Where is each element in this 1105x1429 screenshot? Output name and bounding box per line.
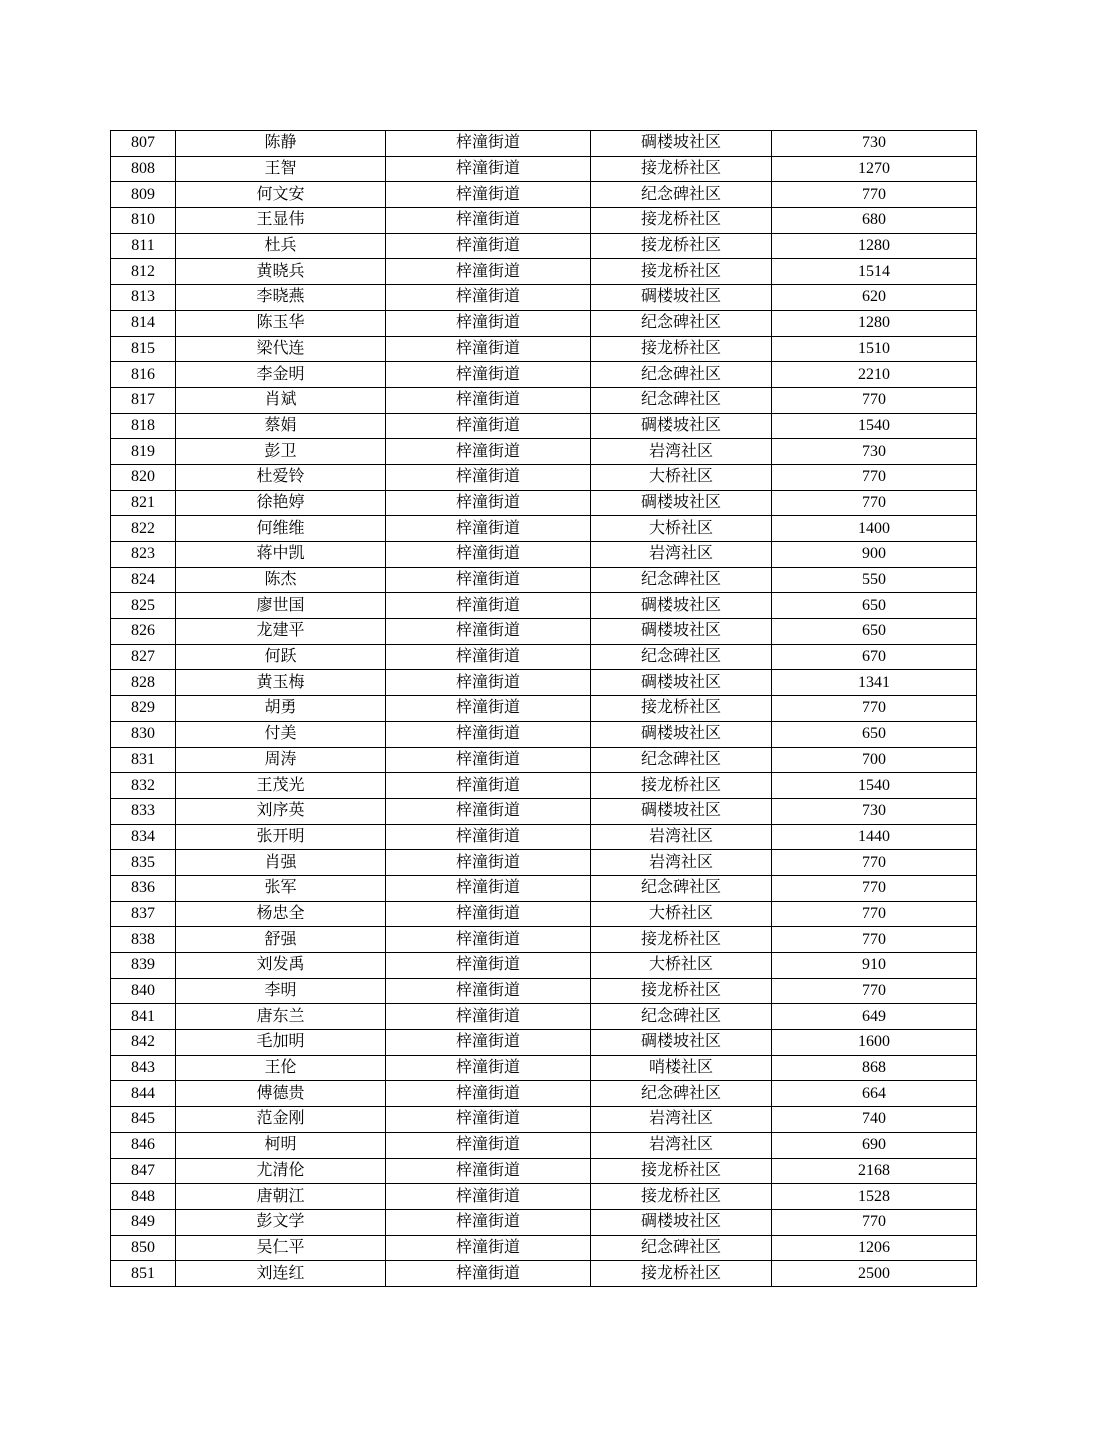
cell-street: 梓潼街道 [386, 1209, 591, 1235]
cell-street: 梓潼街道 [386, 721, 591, 747]
table-row [111, 285, 977, 311]
cell-id: 810 [111, 208, 176, 234]
cell-name: 黄玉梅 [176, 670, 386, 696]
cell-street: 梓潼街道 [386, 387, 591, 413]
table-row [111, 233, 977, 259]
cell-name: 李晓燕 [176, 285, 386, 311]
cell-community: 大桥社区 [591, 516, 772, 542]
cell-community: 接龙桥社区 [591, 259, 772, 285]
cell-community: 接龙桥社区 [591, 336, 772, 362]
cell-name: 廖世国 [176, 593, 386, 619]
cell-community: 纪念碑社区 [591, 875, 772, 901]
cell-name: 舒强 [176, 927, 386, 953]
cell-community: 岩湾社区 [591, 1132, 772, 1158]
cell-community: 碉楼坡社区 [591, 413, 772, 439]
cell-id: 839 [111, 953, 176, 979]
cell-community: 纪念碑社区 [591, 387, 772, 413]
cell-community: 碉楼坡社区 [591, 670, 772, 696]
cell-amount: 730 [772, 798, 977, 824]
cell-street: 梓潼街道 [386, 824, 591, 850]
cell-amount: 770 [772, 850, 977, 876]
table-row [111, 927, 977, 953]
table-row [111, 208, 977, 234]
cell-community: 纪念碑社区 [591, 182, 772, 208]
cell-community: 纪念碑社区 [591, 644, 772, 670]
cell-id: 819 [111, 439, 176, 465]
cell-community: 碉楼坡社区 [591, 1209, 772, 1235]
cell-community: 碉楼坡社区 [591, 1030, 772, 1056]
table-row [111, 156, 977, 182]
cell-id: 833 [111, 798, 176, 824]
cell-id: 822 [111, 516, 176, 542]
cell-id: 841 [111, 1004, 176, 1030]
cell-street: 梓潼街道 [386, 285, 591, 311]
cell-community: 碉楼坡社区 [591, 131, 772, 157]
cell-community: 接龙桥社区 [591, 696, 772, 722]
cell-id: 820 [111, 464, 176, 490]
table-row [111, 696, 977, 722]
cell-community: 碉楼坡社区 [591, 490, 772, 516]
cell-name: 王茂光 [176, 773, 386, 799]
cell-amount: 1280 [772, 233, 977, 259]
cell-name: 何文安 [176, 182, 386, 208]
cell-id: 842 [111, 1030, 176, 1056]
cell-amount: 770 [772, 464, 977, 490]
cell-amount: 770 [772, 490, 977, 516]
cell-id: 825 [111, 593, 176, 619]
cell-community: 接龙桥社区 [591, 156, 772, 182]
cell-community: 纪念碑社区 [591, 567, 772, 593]
cell-id: 836 [111, 875, 176, 901]
cell-name: 王显伟 [176, 208, 386, 234]
cell-street: 梓潼街道 [386, 490, 591, 516]
cell-street: 梓潼街道 [386, 978, 591, 1004]
cell-amount: 649 [772, 1004, 977, 1030]
cell-street: 梓潼街道 [386, 593, 591, 619]
cell-amount: 770 [772, 875, 977, 901]
cell-community: 纪念碑社区 [591, 747, 772, 773]
cell-community: 纪念碑社区 [591, 310, 772, 336]
cell-id: 849 [111, 1209, 176, 1235]
cell-amount: 1280 [772, 310, 977, 336]
cell-amount: 650 [772, 593, 977, 619]
cell-name: 李明 [176, 978, 386, 1004]
cell-amount: 1270 [772, 156, 977, 182]
cell-street: 梓潼街道 [386, 953, 591, 979]
table-row [111, 413, 977, 439]
cell-street: 梓潼街道 [386, 747, 591, 773]
cell-street: 梓潼街道 [386, 259, 591, 285]
table-row [111, 336, 977, 362]
cell-community: 大桥社区 [591, 953, 772, 979]
cell-street: 梓潼街道 [386, 619, 591, 645]
cell-street: 梓潼街道 [386, 413, 591, 439]
cell-community: 接龙桥社区 [591, 978, 772, 1004]
table-row [111, 824, 977, 850]
cell-community: 接龙桥社区 [591, 208, 772, 234]
cell-street: 梓潼街道 [386, 542, 591, 568]
cell-amount: 770 [772, 927, 977, 953]
cell-id: 848 [111, 1184, 176, 1210]
cell-amount: 1510 [772, 336, 977, 362]
cell-name: 陈静 [176, 131, 386, 157]
table-row [111, 516, 977, 542]
cell-id: 832 [111, 773, 176, 799]
cell-name: 陈杰 [176, 567, 386, 593]
cell-street: 梓潼街道 [386, 156, 591, 182]
table-body [111, 131, 977, 1287]
cell-id: 809 [111, 182, 176, 208]
cell-name: 刘连红 [176, 1261, 386, 1287]
cell-amount: 910 [772, 953, 977, 979]
cell-id: 826 [111, 619, 176, 645]
cell-id: 845 [111, 1107, 176, 1133]
table-row [111, 387, 977, 413]
cell-community: 纪念碑社区 [591, 1081, 772, 1107]
cell-name: 刘发禹 [176, 953, 386, 979]
cell-name: 王伦 [176, 1055, 386, 1081]
cell-name: 范金刚 [176, 1107, 386, 1133]
cell-id: 828 [111, 670, 176, 696]
table-row [111, 490, 977, 516]
cell-amount: 1400 [772, 516, 977, 542]
cell-street: 梓潼街道 [386, 182, 591, 208]
cell-street: 梓潼街道 [386, 670, 591, 696]
cell-id: 811 [111, 233, 176, 259]
cell-community: 岩湾社区 [591, 439, 772, 465]
table-row [111, 773, 977, 799]
cell-id: 818 [111, 413, 176, 439]
cell-street: 梓潼街道 [386, 696, 591, 722]
table-row [111, 1107, 977, 1133]
cell-amount: 770 [772, 901, 977, 927]
cell-name: 尤清伦 [176, 1158, 386, 1184]
table-row [111, 1209, 977, 1235]
cell-community: 岩湾社区 [591, 1107, 772, 1133]
table-row [111, 1261, 977, 1287]
cell-name: 蒋中凯 [176, 542, 386, 568]
cell-street: 梓潼街道 [386, 1055, 591, 1081]
cell-name: 李金明 [176, 362, 386, 388]
cell-name: 张军 [176, 875, 386, 901]
cell-id: 829 [111, 696, 176, 722]
cell-name: 胡勇 [176, 696, 386, 722]
cell-amount: 680 [772, 208, 977, 234]
cell-id: 815 [111, 336, 176, 362]
cell-id: 812 [111, 259, 176, 285]
table-row [111, 542, 977, 568]
cell-community: 接龙桥社区 [591, 927, 772, 953]
cell-community: 接龙桥社区 [591, 1158, 772, 1184]
cell-amount: 1540 [772, 773, 977, 799]
cell-id: 814 [111, 310, 176, 336]
cell-amount: 690 [772, 1132, 977, 1158]
cell-street: 梓潼街道 [386, 1261, 591, 1287]
cell-community: 大桥社区 [591, 901, 772, 927]
cell-community: 碉楼坡社区 [591, 721, 772, 747]
cell-amount: 1600 [772, 1030, 977, 1056]
cell-id: 851 [111, 1261, 176, 1287]
cell-community: 纪念碑社区 [591, 1235, 772, 1261]
table-row [111, 850, 977, 876]
cell-street: 梓潼街道 [386, 644, 591, 670]
cell-street: 梓潼街道 [386, 310, 591, 336]
table-row [111, 901, 977, 927]
cell-community: 岩湾社区 [591, 824, 772, 850]
cell-id: 817 [111, 387, 176, 413]
cell-id: 847 [111, 1158, 176, 1184]
cell-amount: 620 [772, 285, 977, 311]
cell-id: 823 [111, 542, 176, 568]
table-row [111, 670, 977, 696]
cell-street: 梓潼街道 [386, 850, 591, 876]
table-row [111, 131, 977, 157]
cell-street: 梓潼街道 [386, 439, 591, 465]
cell-community: 接龙桥社区 [591, 1261, 772, 1287]
cell-amount: 868 [772, 1055, 977, 1081]
cell-name: 傅德贵 [176, 1081, 386, 1107]
cell-amount: 740 [772, 1107, 977, 1133]
table-row [111, 1235, 977, 1261]
cell-name: 唐东兰 [176, 1004, 386, 1030]
cell-amount: 1528 [772, 1184, 977, 1210]
table-row [111, 875, 977, 901]
table-row [111, 978, 977, 1004]
cell-amount: 1540 [772, 413, 977, 439]
cell-id: 824 [111, 567, 176, 593]
cell-amount: 2168 [772, 1158, 977, 1184]
cell-name: 彭卫 [176, 439, 386, 465]
cell-community: 接龙桥社区 [591, 233, 772, 259]
cell-amount: 550 [772, 567, 977, 593]
cell-id: 838 [111, 927, 176, 953]
cell-id: 835 [111, 850, 176, 876]
cell-community: 碉楼坡社区 [591, 593, 772, 619]
cell-id: 808 [111, 156, 176, 182]
table-row [111, 310, 977, 336]
cell-community: 接龙桥社区 [591, 773, 772, 799]
cell-amount: 770 [772, 387, 977, 413]
cell-street: 梓潼街道 [386, 1132, 591, 1158]
cell-name: 付美 [176, 721, 386, 747]
table-row [111, 619, 977, 645]
table-row [111, 259, 977, 285]
table-row [111, 1004, 977, 1030]
cell-community: 碉楼坡社区 [591, 798, 772, 824]
cell-street: 梓潼街道 [386, 464, 591, 490]
table-row [111, 439, 977, 465]
cell-name: 龙建平 [176, 619, 386, 645]
cell-amount: 664 [772, 1081, 977, 1107]
cell-street: 梓潼街道 [386, 1030, 591, 1056]
cell-community: 哨楼社区 [591, 1055, 772, 1081]
cell-name: 杨忠全 [176, 901, 386, 927]
cell-id: 840 [111, 978, 176, 1004]
cell-community: 大桥社区 [591, 464, 772, 490]
cell-amount: 2500 [772, 1261, 977, 1287]
cell-id: 844 [111, 1081, 176, 1107]
cell-name: 梁代连 [176, 336, 386, 362]
cell-id: 816 [111, 362, 176, 388]
cell-id: 843 [111, 1055, 176, 1081]
cell-amount: 770 [772, 696, 977, 722]
table-row [111, 747, 977, 773]
cell-street: 梓潼街道 [386, 901, 591, 927]
cell-name: 唐朝江 [176, 1184, 386, 1210]
cell-street: 梓潼街道 [386, 233, 591, 259]
cell-amount: 650 [772, 721, 977, 747]
cell-name: 柯明 [176, 1132, 386, 1158]
table-row [111, 567, 977, 593]
cell-name: 黄晓兵 [176, 259, 386, 285]
roster-table [110, 130, 977, 1287]
table-row [111, 1055, 977, 1081]
table-row [111, 362, 977, 388]
cell-amount: 1514 [772, 259, 977, 285]
cell-street: 梓潼街道 [386, 516, 591, 542]
cell-amount: 670 [772, 644, 977, 670]
table-row [111, 721, 977, 747]
cell-id: 821 [111, 490, 176, 516]
cell-amount: 1341 [772, 670, 977, 696]
cell-name: 徐艳婷 [176, 490, 386, 516]
cell-street: 梓潼街道 [386, 1184, 591, 1210]
cell-id: 807 [111, 131, 176, 157]
table-row [111, 1081, 977, 1107]
cell-street: 梓潼街道 [386, 1235, 591, 1261]
cell-name: 蔡娟 [176, 413, 386, 439]
cell-name: 彭文学 [176, 1209, 386, 1235]
cell-amount: 700 [772, 747, 977, 773]
cell-street: 梓潼街道 [386, 1004, 591, 1030]
table-row [111, 182, 977, 208]
cell-name: 刘序英 [176, 798, 386, 824]
cell-street: 梓潼街道 [386, 798, 591, 824]
cell-name: 杜爱铃 [176, 464, 386, 490]
cell-name: 陈玉华 [176, 310, 386, 336]
cell-amount: 900 [772, 542, 977, 568]
table-row [111, 593, 977, 619]
cell-id: 831 [111, 747, 176, 773]
table-row [111, 1132, 977, 1158]
cell-name: 肖斌 [176, 387, 386, 413]
cell-name: 吴仁平 [176, 1235, 386, 1261]
cell-name: 毛加明 [176, 1030, 386, 1056]
cell-street: 梓潼街道 [386, 927, 591, 953]
cell-id: 830 [111, 721, 176, 747]
cell-amount: 770 [772, 978, 977, 1004]
table-row [111, 953, 977, 979]
cell-amount: 770 [772, 1209, 977, 1235]
table-row [111, 798, 977, 824]
cell-street: 梓潼街道 [386, 567, 591, 593]
table-row [111, 464, 977, 490]
cell-street: 梓潼街道 [386, 875, 591, 901]
cell-id: 813 [111, 285, 176, 311]
cell-name: 张开明 [176, 824, 386, 850]
cell-community: 岩湾社区 [591, 542, 772, 568]
cell-community: 纪念碑社区 [591, 362, 772, 388]
cell-street: 梓潼街道 [386, 773, 591, 799]
cell-amount: 1440 [772, 824, 977, 850]
cell-id: 834 [111, 824, 176, 850]
cell-id: 837 [111, 901, 176, 927]
cell-community: 纪念碑社区 [591, 1004, 772, 1030]
cell-street: 梓潼街道 [386, 1158, 591, 1184]
cell-amount: 730 [772, 131, 977, 157]
cell-amount: 2210 [772, 362, 977, 388]
cell-community: 碉楼坡社区 [591, 285, 772, 311]
cell-name: 王智 [176, 156, 386, 182]
cell-street: 梓潼街道 [386, 362, 591, 388]
cell-community: 岩湾社区 [591, 850, 772, 876]
cell-community: 接龙桥社区 [591, 1184, 772, 1210]
cell-street: 梓潼街道 [386, 1081, 591, 1107]
cell-name: 周涛 [176, 747, 386, 773]
cell-name: 何跃 [176, 644, 386, 670]
cell-community: 碉楼坡社区 [591, 619, 772, 645]
cell-name: 肖强 [176, 850, 386, 876]
cell-amount: 650 [772, 619, 977, 645]
cell-street: 梓潼街道 [386, 208, 591, 234]
cell-id: 846 [111, 1132, 176, 1158]
cell-name: 杜兵 [176, 233, 386, 259]
table-row [111, 1184, 977, 1210]
cell-amount: 730 [772, 439, 977, 465]
cell-amount: 770 [772, 182, 977, 208]
cell-street: 梓潼街道 [386, 336, 591, 362]
cell-amount: 1206 [772, 1235, 977, 1261]
cell-name: 何维维 [176, 516, 386, 542]
cell-id: 850 [111, 1235, 176, 1261]
table-row [111, 1030, 977, 1056]
cell-street: 梓潼街道 [386, 1107, 591, 1133]
cell-id: 827 [111, 644, 176, 670]
table-row [111, 1158, 977, 1184]
cell-street: 梓潼街道 [386, 131, 591, 157]
table-row [111, 644, 977, 670]
